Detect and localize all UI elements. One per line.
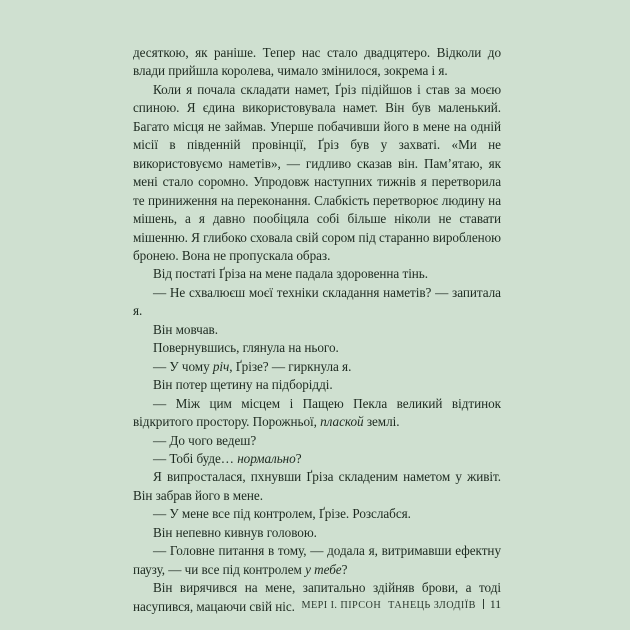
paragraph: Я випросталася, пхнувши Ґріза складеним наметом у живіт. Він забрав його в мене. — [133, 469, 501, 503]
footer-title: ТАНЕЦЬ ЗЛОДІЇВ — [388, 600, 476, 611]
paragraph: — У мене все під контролем, Ґрізе. Розслабся. — [153, 506, 411, 522]
paragraph: Він потер щетину на підборідді. — [153, 377, 333, 393]
page-number: 11 — [489, 598, 501, 611]
paragraph: — Головне питання в тому, — додала я, витримавши ефектну паузу, — чи все під контролем у тебе? — [133, 543, 501, 577]
paragraph: — У чому річ, Ґрізе? — гиркнула я. — [153, 358, 352, 374]
emphasis-text: у тебе — [305, 561, 342, 577]
paragraph: Від постаті Ґріза на мене падала здоровенна тінь. — [153, 266, 429, 282]
paragraph: Він вирячився на мене, запитально здійняв брови, а тоді насупився, мацаючи свій ніс. — [133, 580, 501, 614]
paragraph: Коли я почала складати намет, Ґріз підійшов і став за моєю спиною. Я єдина використовувала намет. Він був маленький. Багато місця не займав. Уперше побачивши його в мене на одній місії в південній провінції, Ґріз був у захваті. «Ми не використовуємо наметів», — гидливо сказав він. Пам’ятаю, як мені стало соромно. Упродовж наступних тижнів я перетворила те приниження на переконання. Слабкість перетворює людину на мішень, а я давно пообіцяла собі більше ніколи не ставати мішенню. Я глибоко сховала свій сором під старанно виробленою бронею. Вона не пропускала образ. — [133, 81, 501, 263]
emphasis-text: плаской — [320, 414, 364, 430]
paragraph: — Між цим місцем і Пащею Пекла великий відтинок відкритого простору. Порожньої, плаской землі. — [133, 395, 501, 430]
emphasis-text: річ — [212, 358, 230, 374]
paragraph: Він непевно кивнув головою. — [153, 524, 317, 540]
emphasis-text: нормально — [237, 450, 296, 466]
footer-divider — [483, 599, 484, 609]
paragraph: — Тобі буде… нормально? — [153, 450, 302, 466]
page-footer — [133, 598, 501, 611]
footer-author: МЕРІ І. ПІРСОН — [301, 600, 382, 611]
paragraph: — Не схвалюєш моєї техніки складання наметів? — запитала я. — [133, 284, 501, 319]
paragraph: десяткою, як раніше. Тепер нас стало двадцятеро. Відколи до влади прийшла королева, чимало змінилося, зокрема і я. — [133, 45, 501, 79]
page-text-column — [133, 44, 501, 616]
paragraph: Він мовчав. — [153, 321, 218, 337]
paragraph: Повернувшись, глянула на нього. — [153, 340, 339, 356]
paragraph: — До чого ведеш? — [153, 432, 257, 448]
